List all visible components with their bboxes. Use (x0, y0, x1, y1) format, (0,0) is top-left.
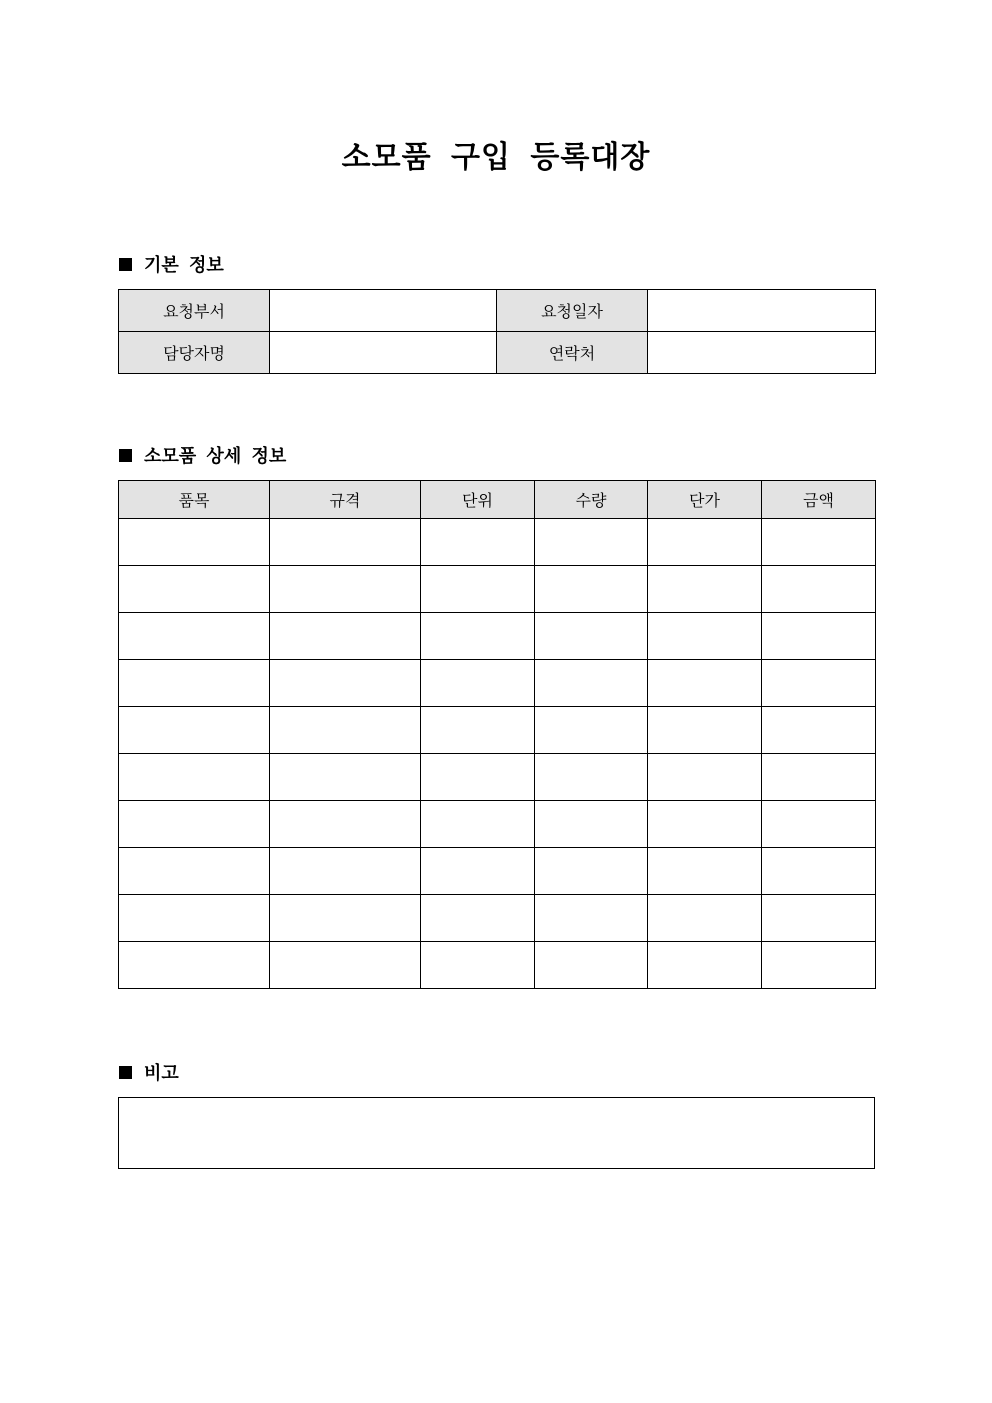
contact-field[interactable] (648, 332, 876, 374)
table-cell[interactable] (648, 848, 762, 895)
table-cell[interactable] (119, 801, 270, 848)
table-cell[interactable] (421, 660, 535, 707)
table-cell[interactable] (421, 613, 535, 660)
items-table-header (119, 481, 876, 519)
table-cell[interactable] (535, 566, 648, 613)
table-cell[interactable] (119, 848, 270, 895)
table-cell[interactable] (270, 613, 421, 660)
table-cell[interactable] (119, 519, 270, 566)
request-dept-field[interactable] (270, 290, 497, 332)
table-cell[interactable] (119, 754, 270, 801)
table-cell[interactable] (270, 660, 421, 707)
table-cell[interactable] (421, 801, 535, 848)
column-header: 규격 (270, 481, 421, 519)
column-header: 단가 (648, 481, 762, 519)
table-cell[interactable] (648, 801, 762, 848)
table-cell[interactable] (270, 801, 421, 848)
table-cell[interactable] (270, 754, 421, 801)
table-cell[interactable] (762, 660, 876, 707)
table-cell[interactable] (762, 848, 876, 895)
section-item-details (119, 443, 286, 467)
section-basic-info (119, 252, 224, 276)
table-cell[interactable] (535, 613, 648, 660)
table-cell[interactable] (270, 519, 421, 566)
section-remarks (119, 1060, 179, 1084)
table-cell[interactable] (648, 519, 762, 566)
table-cell[interactable] (270, 707, 421, 754)
table-row (119, 660, 876, 707)
table-cell[interactable] (762, 707, 876, 754)
table-row (119, 848, 876, 895)
column-header: 품목 (119, 481, 270, 519)
table-cell[interactable] (270, 848, 421, 895)
table-cell[interactable] (648, 613, 762, 660)
table-cell[interactable] (421, 754, 535, 801)
table-row (119, 613, 876, 660)
table-cell[interactable] (648, 707, 762, 754)
column-header: 수량 (535, 481, 648, 519)
table-row (119, 707, 876, 754)
document-title: 소모품 구입 등록대장 (341, 140, 651, 175)
table-cell[interactable] (762, 566, 876, 613)
table-cell[interactable] (270, 895, 421, 942)
table-cell[interactable] (535, 895, 648, 942)
request-date-label: 요청일자 (497, 290, 648, 332)
table-cell[interactable] (421, 848, 535, 895)
table-cell[interactable] (648, 660, 762, 707)
table-row (119, 801, 876, 848)
table-cell[interactable] (648, 895, 762, 942)
table-cell[interactable] (119, 942, 270, 989)
remarks-field[interactable] (118, 1097, 875, 1169)
table-cell[interactable] (535, 754, 648, 801)
table-row (119, 754, 876, 801)
table-cell[interactable] (648, 942, 762, 989)
table-cell[interactable] (119, 566, 270, 613)
section-basic-info-label: 기본 정보 (144, 255, 224, 276)
column-header: 단위 (421, 481, 535, 519)
square-bullet-icon (119, 449, 132, 462)
table-cell[interactable] (762, 613, 876, 660)
table-cell[interactable] (762, 519, 876, 566)
table-cell[interactable] (762, 754, 876, 801)
request-date-field[interactable] (648, 290, 876, 332)
table-cell[interactable] (535, 942, 648, 989)
table-cell[interactable] (119, 660, 270, 707)
table-cell[interactable] (535, 801, 648, 848)
table-cell[interactable] (421, 566, 535, 613)
basic-info-table (118, 289, 876, 374)
table-cell[interactable] (535, 660, 648, 707)
section-remarks-label: 비고 (144, 1063, 179, 1084)
person-field[interactable] (270, 332, 497, 374)
table-cell[interactable] (648, 754, 762, 801)
table-row (119, 519, 876, 566)
table-row (119, 895, 876, 942)
person-label: 담당자명 (119, 332, 270, 374)
table-cell[interactable] (119, 613, 270, 660)
table-cell[interactable] (270, 942, 421, 989)
table-cell[interactable] (119, 895, 270, 942)
square-bullet-icon (119, 258, 132, 271)
square-bullet-icon (119, 1066, 132, 1079)
contact-label: 연락처 (497, 332, 648, 374)
table-cell[interactable] (421, 942, 535, 989)
section-item-details-label: 소모품 상세 정보 (144, 446, 287, 467)
items-table (118, 480, 876, 989)
table-cell[interactable] (648, 566, 762, 613)
table-cell[interactable] (421, 519, 535, 566)
table-cell[interactable] (535, 707, 648, 754)
table-cell[interactable] (762, 895, 876, 942)
table-cell[interactable] (762, 801, 876, 848)
table-cell[interactable] (421, 707, 535, 754)
table-cell[interactable] (119, 707, 270, 754)
request-dept-label: 요청부서 (119, 290, 270, 332)
table-cell[interactable] (421, 895, 535, 942)
table-row (119, 566, 876, 613)
table-cell[interactable] (270, 566, 421, 613)
table-cell[interactable] (762, 942, 876, 989)
table-cell[interactable] (535, 519, 648, 566)
table-cell[interactable] (535, 848, 648, 895)
column-header: 금액 (762, 481, 876, 519)
table-row (119, 942, 876, 989)
